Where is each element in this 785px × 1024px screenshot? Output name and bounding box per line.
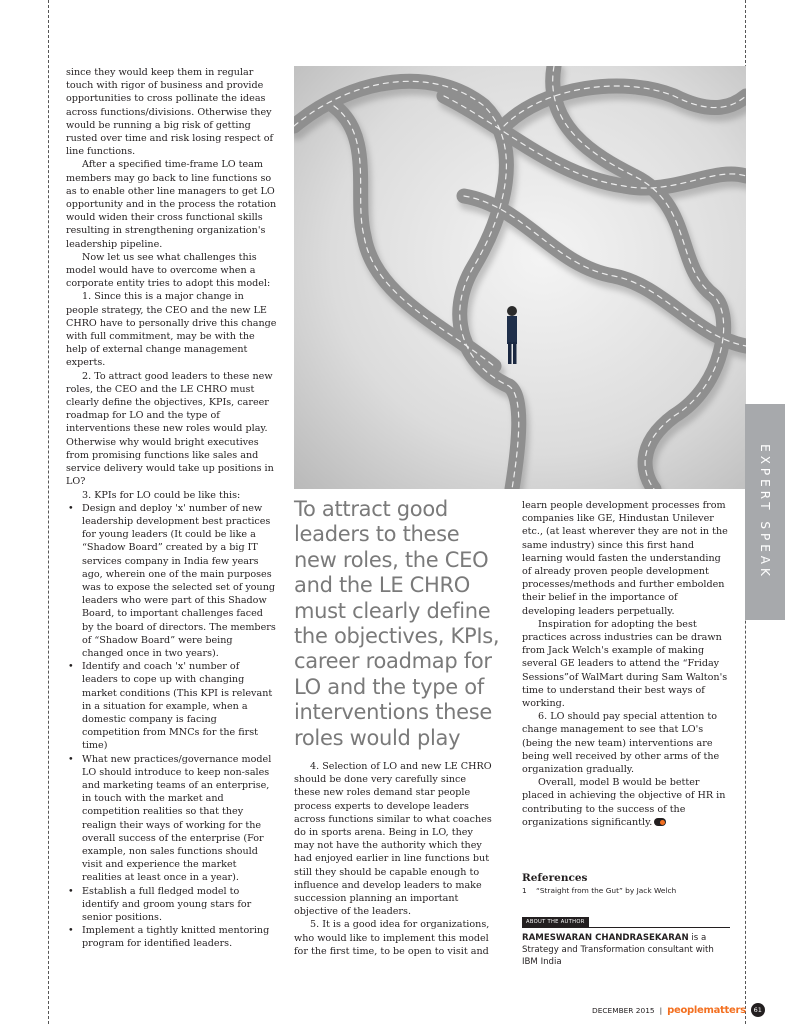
page-footer <box>592 1003 765 1017</box>
list-item: • What new practices/governance model LO should introduce to keep non-sales and marketing teams of an enterprise, in touch with the market and competition realities so that they realign their ways of working for the overall success of the enterprise (For example, non sales functions should visit and experience the market realities at least once in a year). <box>82 753 277 885</box>
section-tab <box>745 404 785 620</box>
pull-quote: To attract good leaders to these new roles, the CEO and the LE CHRO must clearly define the objectives, KPIs, career roadmap for LO and the type of interventions these roles would play <box>294 497 500 750</box>
paragraph: 1. Since this is a major change in people strategy, the CEO and the new LE CHRO have to personally drive this change with full commitment, may be with the help of external change management experts. <box>66 291 277 369</box>
paragraph: since they would keep them in regular touch with rigor of business and provide opportunities to cross pollinate the ideas across functions/divisions. Otherwise they would be running a big risk of getting rusted over time and risk losing respect of line functions. <box>66 67 274 158</box>
end-of-article-icon <box>654 818 666 826</box>
about-author-tag: ABOUT THE AUTHOR <box>522 917 589 927</box>
article-column-3 <box>522 499 730 829</box>
hero-illustration-roads <box>294 66 746 489</box>
brand-logo: peoplematters <box>667 1004 746 1016</box>
list-item: • Identify and coach 'x' number of leaders to cope up with changing market conditions (This KPI is relevant in a situation for example, when a domestic company is facing competition from MNCs for the first time) <box>82 660 277 752</box>
list-item: • Design and deploy 'x' number of new leadership development best practices for young leaders (It could be like a “Shadow Board” created by a big IT services company in India few years ago, wherein one of the main purposes was to expose the selected set of young leaders who were part of this Shadow Board, to important challenges faced by the board of directors. The members of “Shadow Board” were being changed once in two years). <box>82 502 277 660</box>
author-name: RAMESWARAN CHANDRASEKARAN <box>522 933 689 943</box>
author-bio: RAMESWARAN CHANDRASEKARAN is a Strategy and Transformation consultant with IBM India <box>522 933 714 967</box>
kpi-list <box>66 502 277 951</box>
divider <box>522 927 730 928</box>
paragraph: Now let us see what challenges this model would have to overcome when a corporate entity tries to adopt this model: <box>66 251 271 290</box>
list-item: • Implement a tightly knitted mentoring program for identified leaders. <box>82 924 277 950</box>
paragraph: 3. KPIs for LO could be like this: <box>82 489 241 501</box>
businessman-figure <box>507 306 517 364</box>
section-tab-label: EXPERT SPEAK <box>758 444 772 580</box>
issue-date: DECEMBER 2015 <box>592 1005 655 1015</box>
paragraph: 5. It is a good idea for organizations, who would like to implement this model for the first time, to be open to visit and <box>294 919 490 957</box>
page-number: 61 <box>751 1003 765 1017</box>
references-heading: References <box>522 872 588 884</box>
paragraph: 4. Selection of LO and new LE CHRO should be done very carefully since these new roles demand star people process experts to develope leaders across functions similar to what coaches do in sports arena. Being in LO, they may not have the authority which they had enjoyed earlier in line functions but still they should be capable enough to influence and develop leaders to make succession planning an important objective of the leaders. <box>294 761 492 918</box>
paragraph: Overall, model B would be better placed in achieving the objective of HR in contributing to the success of the organizations significantly. <box>522 777 726 828</box>
list-item: • Establish a full fledged model to identify and groom young stars for senior positions. <box>82 885 277 925</box>
article-column-1 <box>66 66 277 951</box>
divider: | <box>659 1005 663 1015</box>
crop-guide-left <box>48 0 49 1024</box>
paragraph: learn people development processes from companies like GE, Hindustan Unilever etc., (at least wherever they are not in the same industry) since this first hand learning would fasten the understanding of already proven people development processes/methods and further embolden their belief in the importance of developing leaders perpetually. <box>522 500 728 617</box>
paragraph: After a specified time-frame LO team members may go back to line functions so as to enable other line managers to get LO opportunity and in the process the rotation would widen their cross functional skills resulting in strengthening organization's leadership pipeline. <box>66 159 277 250</box>
about-the-author <box>522 908 730 968</box>
reference-item: 1 “Straight from the Gut” by Jack Welch <box>522 886 677 895</box>
paragraph: Inspiration for adopting the best practices across industries can be drawn from Jack Welch's example of making several GE leaders to attend the “Friday Sessions”of WalMart during Sam Walton's time to understand their best ways of working. <box>522 618 728 710</box>
paragraph: 2. To attract good leaders to these new roles, the CEO and the LE CHRO must clearly define the objectives, KPIs, career roadmap for LO and the type of interventions these new roles would play. Otherwise why would bright executives from promising functions like sales and service delivery would take up positions in LO? <box>66 370 274 488</box>
references <box>522 872 730 895</box>
paragraph: 6. LO should pay special attention to change management to see that LO's (being the new team) interventions are being well received by other arms of the organization gradually. <box>522 711 720 776</box>
article-column-2 <box>294 760 494 958</box>
